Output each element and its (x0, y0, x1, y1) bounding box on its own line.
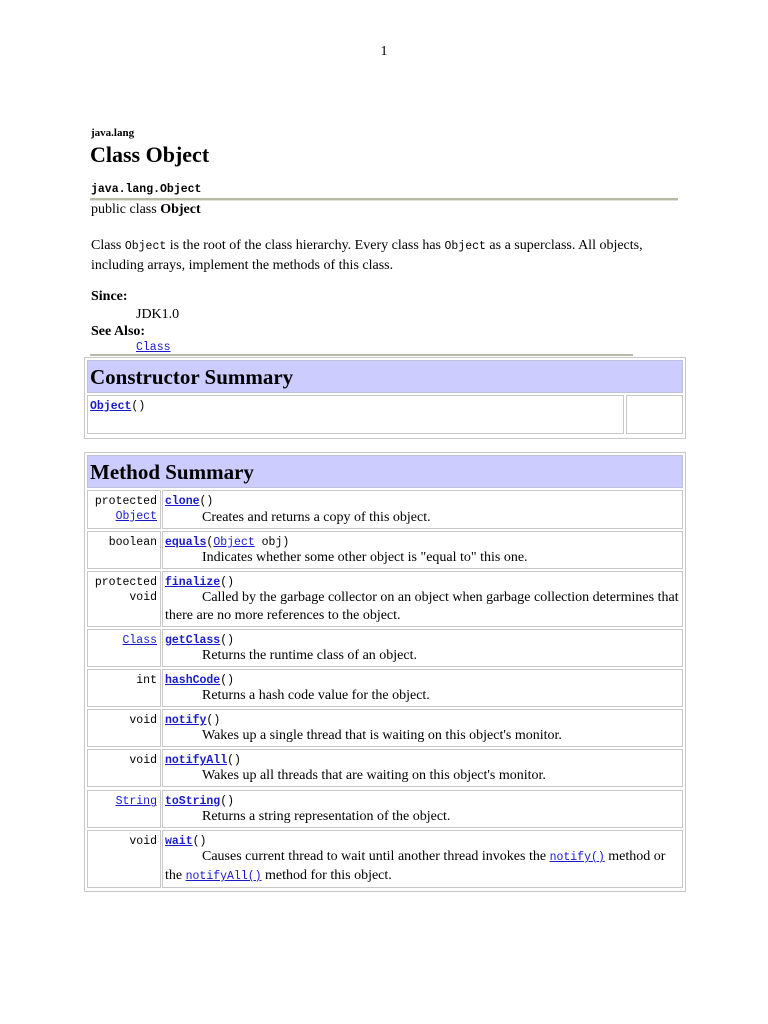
method-link-equals[interactable]: equals (165, 536, 207, 549)
method-signature-cell: hashCode() Returns a hash code value for the object. (162, 669, 683, 707)
divider (90, 354, 633, 356)
package-name: java.lang (91, 127, 135, 139)
method-modifier-cell: protected Object (87, 490, 161, 529)
method-link-tostring[interactable]: toString (165, 795, 221, 808)
method-description: Wakes up all threads that are waiting on this object's monitor. (202, 768, 546, 783)
method-modifier-cell: protected void (87, 571, 161, 627)
method-summary-table (84, 452, 686, 892)
constructor-row: Object() (87, 395, 624, 434)
since-value: JDK1.0 (136, 307, 180, 322)
method-link-notify[interactable]: notify (165, 714, 207, 727)
method-signature-cell: notifyAll() Wakes up all threads that are waiting on this object's monitor. (162, 749, 683, 787)
method-signature-cell: toString() Returns a string representation of the object. (162, 790, 683, 828)
code-object: Object (444, 240, 486, 253)
method-modifier-cell: int (87, 669, 161, 707)
method-description: Called by the garbage collector on an object when garbage collection determines that there are no more references to the object. (165, 590, 679, 623)
see-also-label: See Also: (91, 324, 146, 339)
method-link-notifyall[interactable]: notifyAll (165, 754, 228, 767)
return-type-link-object[interactable]: Object (115, 510, 157, 523)
method-modifier-cell: void (87, 709, 161, 747)
see-also-link-wrap (136, 341, 171, 354)
method-link-finalize[interactable]: finalize (165, 576, 221, 589)
class-description: Class Object is the root of the class hierarchy. Every class has Object as a superclass. All objects, including arrays, implement the methods of this class. (91, 238, 643, 273)
param-type-link-object[interactable]: Object (213, 536, 255, 549)
method-summary-heading: Method Summary (87, 455, 683, 488)
inline-link-notify[interactable]: notify() (549, 851, 605, 864)
return-type-link-class[interactable]: Class (122, 634, 157, 647)
method-signature-cell: getClass() Returns the runtime class of an object. (162, 629, 683, 667)
method-signature-cell: notify() Wakes up a single thread that is waiting on this object's monitor. (162, 709, 683, 747)
method-link-wait[interactable]: wait (165, 835, 193, 848)
method-modifier-cell: void (87, 749, 161, 787)
method-signature-cell: clone() Creates and returns a copy of this object. (162, 490, 683, 529)
method-description: Creates and returns a copy of this object. (202, 510, 431, 525)
method-link-getclass[interactable]: getClass (165, 634, 221, 647)
method-modifier-cell (87, 790, 161, 828)
see-also-link-class[interactable]: Class (136, 341, 171, 354)
method-link-clone[interactable]: clone (165, 495, 200, 508)
class-declaration-name: Object (160, 202, 201, 217)
method-description: Wakes up a single thread that is waiting on this object's monitor. (202, 728, 562, 743)
fully-qualified-name: java.lang.Object (91, 183, 202, 196)
class-declaration: public class Object (91, 202, 201, 217)
since-label: Since: (91, 289, 128, 304)
inline-link-notifyall[interactable]: notifyAll() (185, 870, 262, 883)
code-object: Object (124, 240, 167, 253)
constructor-row-empty-cell (626, 395, 683, 434)
page-number: 1 (380, 44, 388, 59)
method-description: Causes current thread to wait until another thread invokes the notify() method or the notifyAll() method for this object. (165, 849, 666, 883)
return-type-link-string[interactable]: String (115, 795, 157, 808)
method-modifier-cell: void (87, 830, 161, 888)
method-description: Returns a hash code value for the object. (202, 688, 430, 703)
method-description: Returns a string representation of the object. (202, 809, 451, 824)
method-description: Indicates whether some other object is "equal to" this one. (202, 550, 528, 565)
method-signature-cell: finalize() Called by the garbage collector on an object when garbage collection determines that there are no more references to the object. (162, 571, 683, 627)
method-link-hashcode[interactable]: hashCode (165, 674, 221, 687)
method-signature-cell: equals(Object obj) Indicates whether some other object is "equal to" this one. (162, 531, 683, 569)
constructor-summary-heading: Constructor Summary (87, 360, 683, 393)
class-title: Class Object (90, 142, 210, 167)
constructor-link-object[interactable]: Object (90, 400, 132, 413)
method-description: Returns the runtime class of an object. (202, 648, 417, 663)
divider (90, 198, 678, 201)
method-modifier-cell: boolean (87, 531, 161, 569)
method-modifier-cell (87, 629, 161, 667)
constructor-summary-table (84, 357, 686, 439)
method-signature-cell: wait() Causes current thread to wait until another thread invokes the notify() method or the notifyAll() method for this object. (162, 830, 683, 888)
